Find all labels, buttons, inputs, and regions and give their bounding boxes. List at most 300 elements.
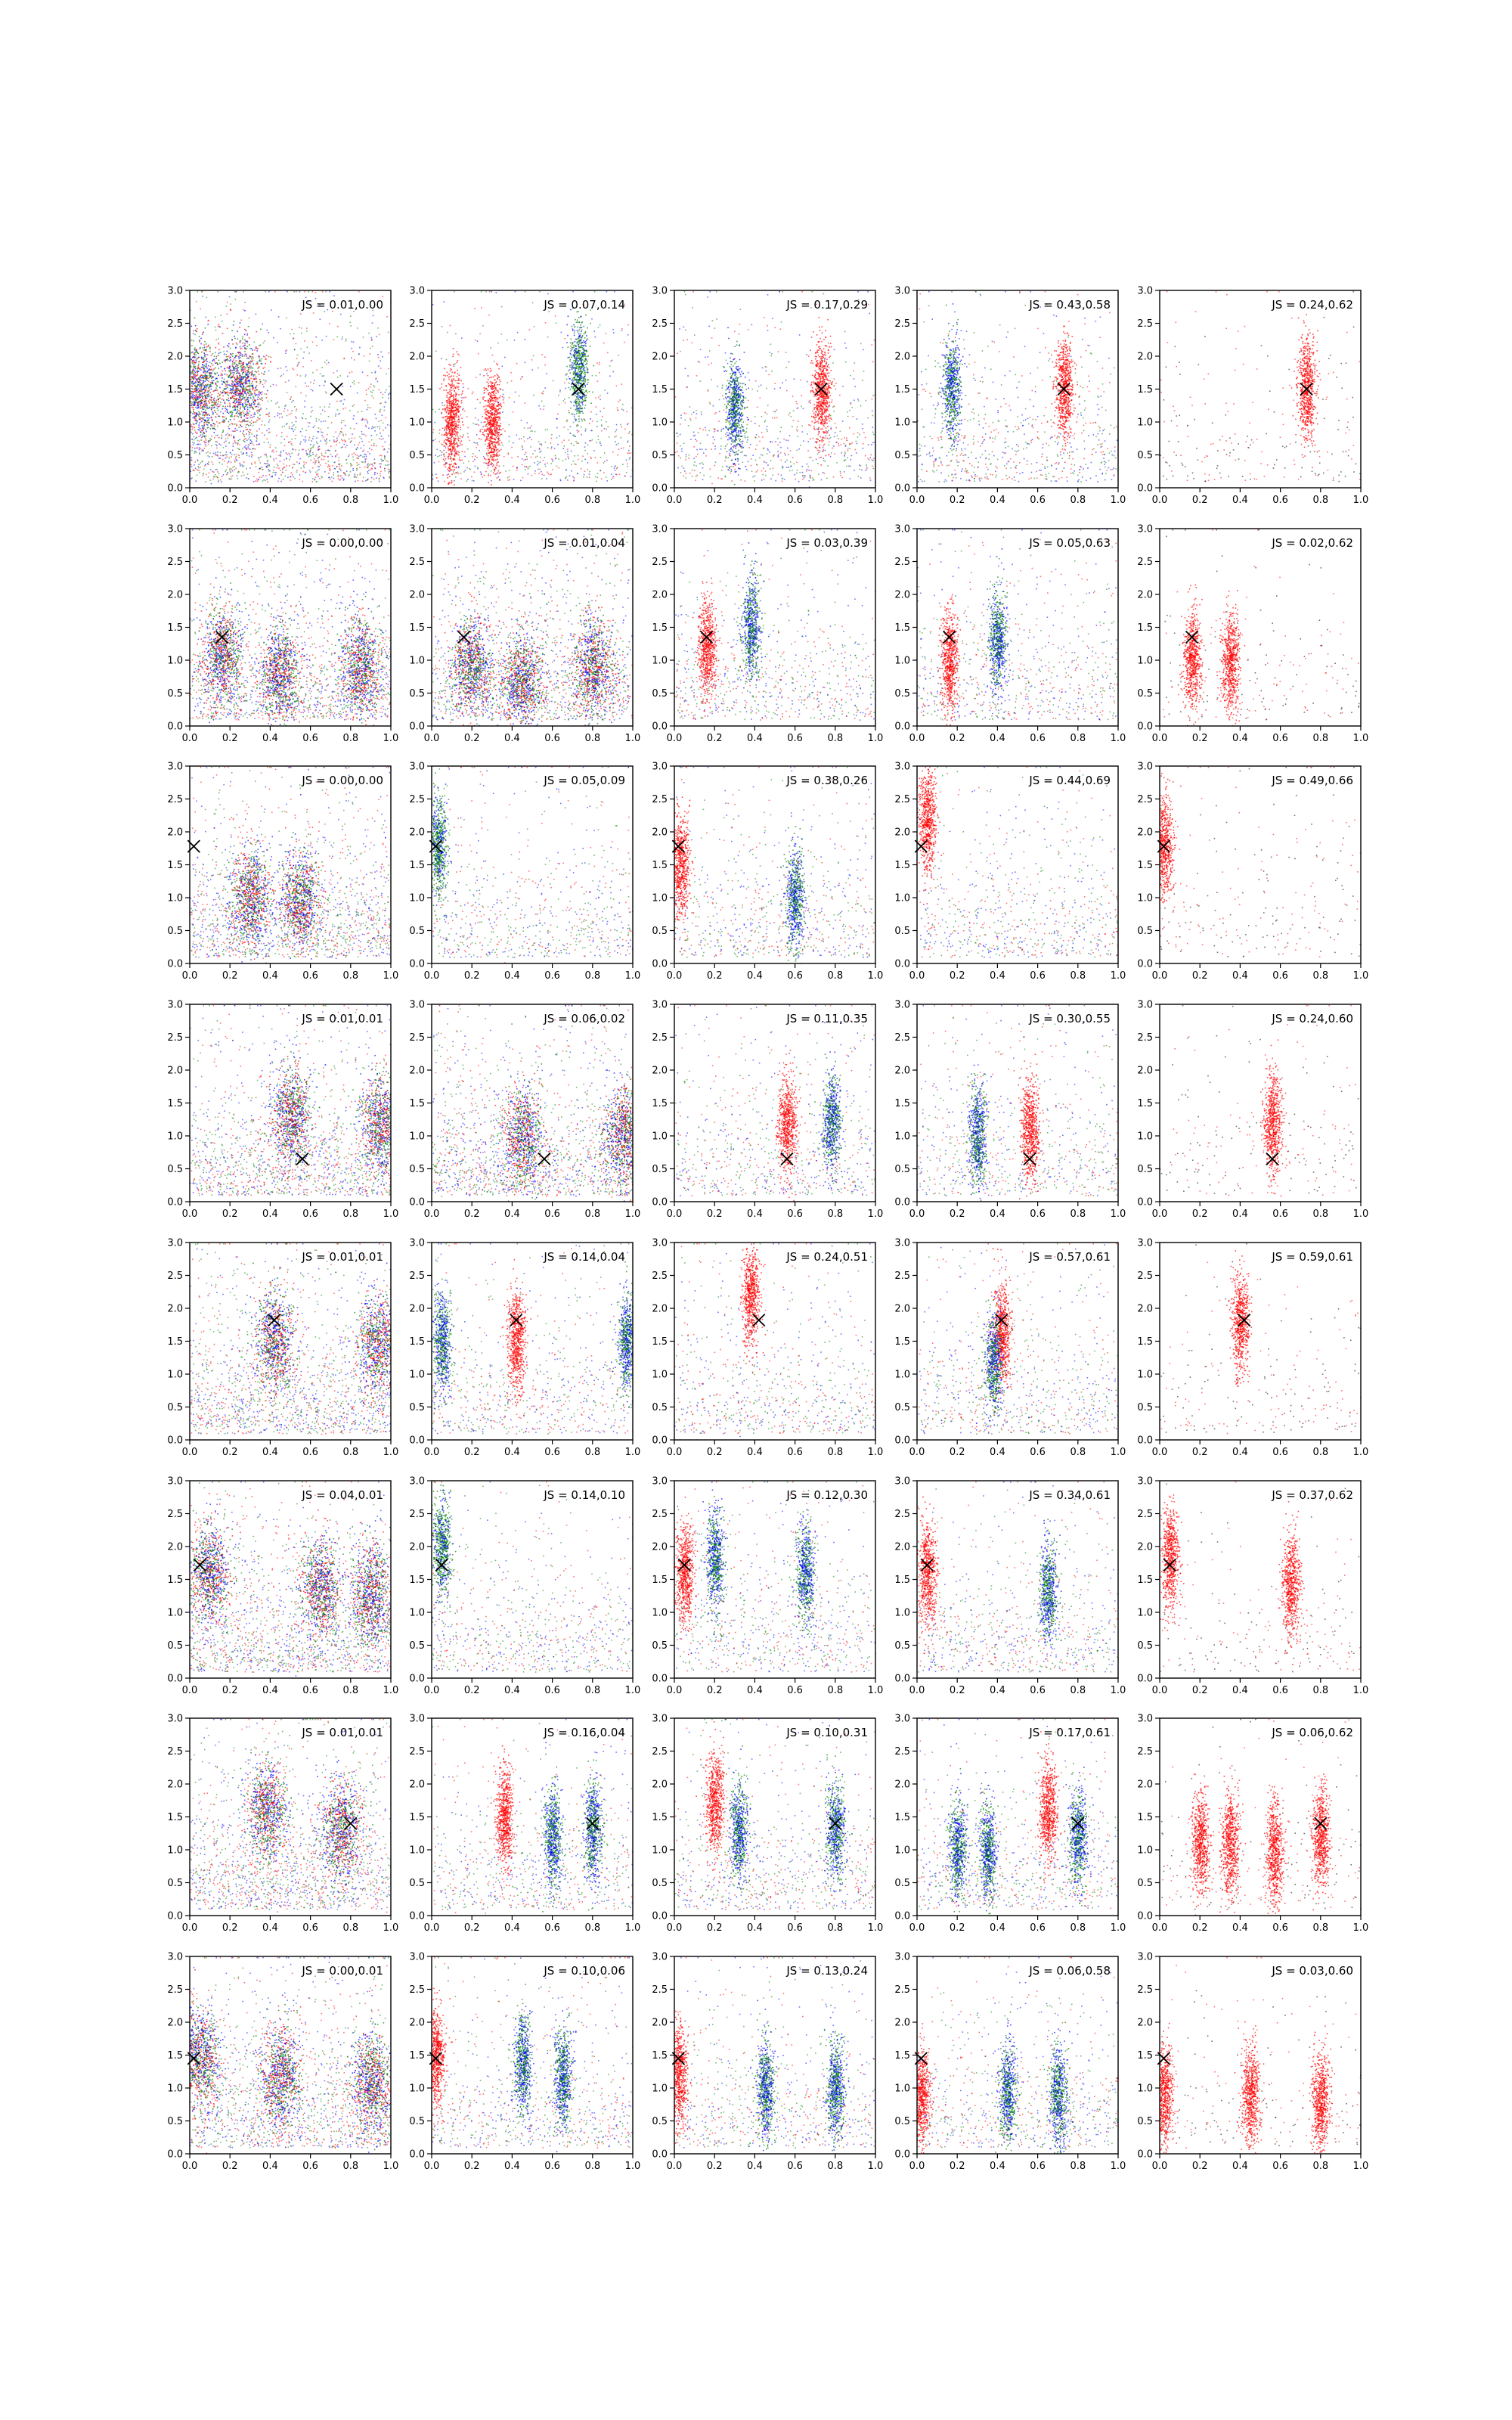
y-tick-label: 1.5 bbox=[409, 2050, 425, 2062]
y-tick-label: 3.0 bbox=[894, 1714, 910, 1725]
x-tick-label: 0.2 bbox=[464, 495, 480, 506]
x-tick-label: 0.4 bbox=[747, 1208, 763, 1220]
js-annotation: JS = 0.38,0.26 bbox=[785, 774, 868, 787]
js-annotation: JS = 0.10,0.06 bbox=[543, 1964, 625, 1978]
x-tick-label: 0.4 bbox=[1232, 733, 1248, 744]
x-tick-label: 0.4 bbox=[504, 2161, 520, 2172]
y-tick-label: 2.5 bbox=[167, 318, 183, 330]
y-tick-label: 1.0 bbox=[167, 1370, 183, 1381]
subplot-r6-c4 bbox=[1137, 1714, 1368, 1934]
subplot-r6-c2 bbox=[652, 1714, 883, 1934]
x-tick-label: 0.4 bbox=[990, 1447, 1005, 1458]
x-tick-label: 0.2 bbox=[222, 1685, 238, 1696]
y-tick-label: 1.0 bbox=[894, 656, 910, 667]
x-tick-label: 0.0 bbox=[909, 733, 925, 744]
y-tick-label: 1.0 bbox=[652, 1845, 668, 1857]
y-tick-label: 1.0 bbox=[894, 417, 910, 429]
x-tick-label: 0.0 bbox=[667, 2161, 683, 2172]
x-tick-label: 1.0 bbox=[625, 733, 641, 744]
y-tick-label: 0.5 bbox=[167, 688, 183, 700]
subplot-r5-c4 bbox=[1137, 1476, 1368, 1697]
x-tick-label: 0.8 bbox=[584, 2161, 600, 2172]
x-tick-label: 0.4 bbox=[990, 495, 1005, 506]
x-tick-label: 0.2 bbox=[707, 2161, 723, 2172]
y-tick-label: 0.0 bbox=[652, 483, 668, 495]
scatter-points bbox=[918, 291, 1120, 482]
x-tick-label: 0.6 bbox=[544, 1208, 560, 1220]
x-tick-label: 0.0 bbox=[1152, 733, 1168, 744]
x-tick-label: 0.0 bbox=[424, 1208, 440, 1220]
y-tick-label: 0.5 bbox=[167, 2116, 183, 2127]
js-annotation: JS = 0.04,0.01 bbox=[301, 1488, 383, 1502]
x-tick-label: 0.6 bbox=[787, 733, 803, 744]
x-tick-label: 0.6 bbox=[1030, 1922, 1046, 1934]
y-tick-label: 0.5 bbox=[167, 926, 183, 937]
y-tick-label: 0.5 bbox=[894, 1164, 910, 1175]
axes-frame bbox=[674, 1956, 875, 2154]
y-tick-label: 1.5 bbox=[167, 384, 183, 396]
x-tick-label: 1.0 bbox=[625, 1922, 641, 1934]
y-tick-label: 2.0 bbox=[1137, 590, 1153, 601]
scatter-points bbox=[675, 1719, 877, 1913]
x-tick-label: 0.4 bbox=[1232, 970, 1248, 982]
x-tick-label: 0.6 bbox=[1272, 2161, 1288, 2172]
subplot-r3-c3 bbox=[894, 1000, 1126, 1221]
y-tick-label: 3.0 bbox=[167, 1714, 183, 1725]
x-tick-label: 1.0 bbox=[1353, 733, 1369, 744]
x-tick-label: 1.0 bbox=[1111, 733, 1126, 744]
y-tick-label: 2.5 bbox=[167, 1746, 183, 1758]
y-tick-label: 1.5 bbox=[894, 1098, 910, 1109]
y-tick-label: 2.0 bbox=[409, 352, 425, 363]
axes-frame bbox=[674, 766, 875, 963]
y-tick-label: 2.0 bbox=[652, 1304, 668, 1315]
y-tick-label: 0.5 bbox=[894, 1878, 910, 1889]
axes-frame bbox=[432, 1004, 633, 1202]
x-tick-label: 1.0 bbox=[1111, 970, 1126, 982]
x-tick-label: 0.2 bbox=[707, 1208, 723, 1220]
x-tick-label: 0.8 bbox=[342, 1447, 358, 1458]
scatter-points bbox=[666, 1957, 876, 2153]
axes-frame bbox=[1160, 1004, 1361, 1202]
scatter-points bbox=[917, 1005, 1119, 1201]
y-tick-label: 0.0 bbox=[167, 1197, 183, 1208]
scatter-points bbox=[1161, 1719, 1362, 1916]
x-tick-label: 0.2 bbox=[1192, 1208, 1208, 1220]
y-tick-label: 1.5 bbox=[167, 622, 183, 634]
y-tick-label: 1.0 bbox=[652, 1131, 668, 1143]
x-tick-label: 1.0 bbox=[1353, 2161, 1369, 2172]
x-tick-label: 0.4 bbox=[504, 1685, 520, 1696]
x-tick-label: 0.0 bbox=[424, 1685, 440, 1696]
x-tick-label: 1.0 bbox=[1353, 970, 1369, 982]
x-tick-label: 1.0 bbox=[868, 1208, 884, 1220]
y-tick-label: 1.0 bbox=[894, 893, 910, 904]
y-tick-label: 1.5 bbox=[409, 384, 425, 396]
y-tick-label: 1.5 bbox=[1137, 1575, 1153, 1586]
y-tick-label: 1.5 bbox=[409, 622, 425, 634]
js-annotation: JS = 0.02,0.62 bbox=[1271, 536, 1353, 550]
x-tick-label: 0.0 bbox=[909, 2161, 925, 2172]
x-tick-label: 0.4 bbox=[747, 733, 763, 744]
y-tick-label: 1.0 bbox=[1137, 417, 1153, 429]
x-tick-label: 0.0 bbox=[424, 2161, 440, 2172]
js-annotation: JS = 0.03,0.60 bbox=[1271, 1964, 1353, 1978]
subplot-r7-c1 bbox=[409, 1952, 640, 2173]
x-tick-label: 0.4 bbox=[504, 1208, 520, 1220]
y-tick-label: 0.0 bbox=[652, 2149, 668, 2161]
x-tick-label: 0.6 bbox=[302, 970, 318, 982]
axes-frame bbox=[432, 766, 633, 963]
y-tick-label: 2.0 bbox=[167, 1066, 183, 1077]
y-tick-label: 1.0 bbox=[1137, 656, 1153, 667]
x-tick-label: 0.2 bbox=[950, 495, 965, 506]
x-tick-label: 0.8 bbox=[342, 2161, 358, 2172]
y-tick-label: 1.0 bbox=[652, 417, 668, 429]
x-tick-label: 0.4 bbox=[262, 1208, 278, 1220]
y-tick-label: 3.0 bbox=[652, 1476, 668, 1488]
js-annotation: JS = 0.44,0.69 bbox=[1028, 774, 1111, 787]
y-tick-label: 0.5 bbox=[1137, 450, 1153, 461]
y-tick-label: 3.0 bbox=[652, 1000, 668, 1011]
y-tick-label: 2.5 bbox=[1137, 794, 1153, 805]
x-tick-label: 0.4 bbox=[504, 495, 520, 506]
y-tick-label: 2.5 bbox=[409, 557, 425, 568]
scatter-points bbox=[1163, 529, 1360, 727]
y-tick-label: 1.5 bbox=[652, 1812, 668, 1823]
y-tick-label: 1.5 bbox=[167, 1336, 183, 1348]
y-tick-label: 2.5 bbox=[409, 1984, 425, 1996]
scatter-points bbox=[1152, 1957, 1362, 2155]
js-annotation: JS = 0.13,0.24 bbox=[785, 1964, 868, 1978]
x-tick-label: 0.0 bbox=[182, 2161, 198, 2172]
scatter-points bbox=[424, 767, 634, 963]
y-tick-label: 2.0 bbox=[409, 2018, 425, 2029]
y-tick-label: 0.0 bbox=[652, 721, 668, 733]
scatter-points bbox=[432, 1005, 657, 1202]
x-tick-label: 0.0 bbox=[1152, 495, 1168, 506]
y-tick-label: 0.5 bbox=[1137, 1878, 1153, 1889]
scatter-points bbox=[918, 1719, 1120, 1916]
y-tick-label: 3.0 bbox=[167, 1000, 183, 1011]
x-tick-label: 0.0 bbox=[182, 1447, 198, 1458]
js-annotation: JS = 0.01,0.00 bbox=[301, 298, 383, 312]
y-tick-label: 0.0 bbox=[409, 1197, 425, 1208]
y-tick-label: 3.0 bbox=[167, 524, 183, 535]
y-tick-label: 2.5 bbox=[1137, 1984, 1153, 1996]
y-tick-label: 3.0 bbox=[409, 762, 425, 773]
subplot-r0-c1 bbox=[409, 286, 640, 507]
y-tick-label: 0.0 bbox=[167, 1911, 183, 1922]
y-tick-label: 2.5 bbox=[167, 794, 183, 805]
js-annotation: JS = 0.14,0.04 bbox=[543, 1250, 625, 1264]
y-tick-label: 1.0 bbox=[1137, 1608, 1153, 1619]
subplot-r5-c0 bbox=[167, 1476, 401, 1697]
js-annotation: JS = 0.01,0.01 bbox=[301, 1250, 383, 1264]
x-tick-label: 1.0 bbox=[1111, 1208, 1126, 1220]
y-tick-label: 0.5 bbox=[894, 450, 910, 461]
x-tick-label: 0.4 bbox=[1232, 1208, 1248, 1220]
js-annotation: JS = 0.14,0.10 bbox=[543, 1488, 625, 1502]
x-tick-label: 0.0 bbox=[667, 733, 683, 744]
y-tick-label: 1.0 bbox=[1137, 1131, 1153, 1143]
x-tick-label: 1.0 bbox=[1353, 1922, 1369, 1934]
x-tick-label: 1.0 bbox=[625, 1208, 641, 1220]
x-tick-label: 0.0 bbox=[667, 1447, 683, 1458]
y-tick-label: 0.5 bbox=[652, 450, 668, 461]
y-tick-label: 0.5 bbox=[1137, 688, 1153, 700]
y-tick-label: 2.0 bbox=[167, 352, 183, 363]
y-tick-label: 3.0 bbox=[894, 1000, 910, 1011]
x-tick-label: 0.0 bbox=[182, 1208, 198, 1220]
y-tick-label: 2.5 bbox=[167, 1984, 183, 1996]
x-tick-label: 0.8 bbox=[584, 733, 600, 744]
y-tick-label: 1.0 bbox=[409, 2083, 425, 2095]
axes-frame bbox=[917, 1243, 1118, 1440]
y-tick-label: 2.5 bbox=[1137, 1270, 1153, 1282]
x-tick-label: 0.8 bbox=[1312, 1208, 1328, 1220]
scatter-points bbox=[190, 1719, 392, 1913]
y-tick-label: 0.0 bbox=[652, 1674, 668, 1685]
x-tick-label: 0.2 bbox=[950, 1922, 965, 1934]
x-tick-label: 0.0 bbox=[667, 1208, 683, 1220]
y-tick-label: 0.5 bbox=[409, 926, 425, 937]
y-tick-label: 1.5 bbox=[894, 1812, 910, 1823]
y-tick-label: 2.5 bbox=[652, 1509, 668, 1520]
x-tick-label: 0.0 bbox=[909, 495, 925, 506]
y-tick-label: 3.0 bbox=[894, 1476, 910, 1488]
x-tick-label: 0.0 bbox=[1152, 2161, 1168, 2172]
x-tick-label: 0.2 bbox=[707, 495, 723, 506]
x-tick-label: 0.6 bbox=[544, 2161, 560, 2172]
x-tick-label: 0.2 bbox=[464, 733, 480, 744]
y-tick-label: 1.5 bbox=[894, 384, 910, 396]
x-tick-label: 0.0 bbox=[424, 1447, 440, 1458]
y-tick-label: 2.5 bbox=[894, 1746, 910, 1758]
y-tick-label: 0.5 bbox=[652, 1878, 668, 1889]
y-tick-label: 3.0 bbox=[167, 762, 183, 773]
y-tick-label: 1.0 bbox=[1137, 2083, 1153, 2095]
y-tick-label: 0.0 bbox=[1137, 721, 1153, 733]
x-tick-label: 0.8 bbox=[1312, 1447, 1328, 1458]
x-tick-label: 0.8 bbox=[827, 1208, 843, 1220]
x-tick-label: 0.2 bbox=[222, 733, 238, 744]
scatter-points bbox=[674, 1243, 876, 1437]
subplot-r0-c3 bbox=[894, 286, 1126, 507]
axes-frame bbox=[1160, 290, 1361, 488]
axes-frame bbox=[674, 1004, 875, 1202]
y-tick-label: 0.0 bbox=[167, 1674, 183, 1685]
y-tick-label: 3.0 bbox=[894, 524, 910, 535]
x-tick-label: 0.6 bbox=[1030, 1447, 1046, 1458]
js-annotation: JS = 0.16,0.04 bbox=[543, 1726, 625, 1739]
x-tick-label: 0.6 bbox=[544, 1447, 560, 1458]
y-tick-label: 1.0 bbox=[167, 1131, 183, 1143]
scatter-points bbox=[916, 767, 1120, 958]
y-tick-label: 0.0 bbox=[409, 1674, 425, 1685]
js-annotation: JS = 0.17,0.29 bbox=[785, 298, 868, 312]
axes-frame bbox=[432, 1481, 633, 1678]
x-tick-label: 0.2 bbox=[950, 1447, 965, 1458]
subplot-r1-c1 bbox=[409, 524, 640, 745]
y-tick-label: 1.0 bbox=[409, 656, 425, 667]
x-tick-label: 1.0 bbox=[383, 1922, 399, 1934]
x-tick-label: 0.2 bbox=[222, 495, 238, 506]
x-tick-label: 0.6 bbox=[1272, 1208, 1288, 1220]
x-tick-label: 0.8 bbox=[1070, 1208, 1086, 1220]
y-tick-label: 0.5 bbox=[894, 688, 910, 700]
subplot-r4-c3 bbox=[894, 1238, 1126, 1459]
x-tick-label: 1.0 bbox=[868, 970, 884, 982]
x-tick-label: 0.6 bbox=[1030, 970, 1046, 982]
y-tick-label: 2.0 bbox=[894, 1779, 910, 1791]
y-tick-label: 0.0 bbox=[894, 1197, 910, 1208]
scatter-points bbox=[670, 767, 877, 964]
y-tick-label: 0.0 bbox=[409, 721, 425, 733]
y-tick-label: 1.5 bbox=[652, 860, 668, 871]
y-tick-label: 3.0 bbox=[167, 1476, 183, 1488]
x-tick-label: 0.8 bbox=[1070, 1685, 1086, 1696]
x-tick-label: 0.6 bbox=[1030, 1208, 1046, 1220]
x-tick-label: 0.4 bbox=[262, 970, 278, 982]
y-tick-label: 0.5 bbox=[409, 688, 425, 700]
js-annotation: JS = 0.57,0.61 bbox=[1028, 1250, 1111, 1264]
y-tick-label: 3.0 bbox=[409, 286, 425, 297]
x-tick-label: 0.6 bbox=[1272, 1922, 1288, 1934]
x-tick-label: 0.2 bbox=[464, 2161, 480, 2172]
x-tick-label: 1.0 bbox=[383, 1685, 399, 1696]
y-tick-label: 1.0 bbox=[167, 417, 183, 429]
y-tick-label: 2.0 bbox=[409, 1304, 425, 1315]
subplot-r2-c4 bbox=[1137, 762, 1368, 982]
subplot-r6-c0 bbox=[167, 1714, 398, 1934]
x-tick-label: 0.4 bbox=[504, 1922, 520, 1934]
x-tick-label: 0.8 bbox=[584, 1922, 600, 1934]
subplot-r4-c1 bbox=[409, 1238, 640, 1459]
y-tick-label: 1.5 bbox=[167, 1812, 183, 1823]
subplot-r2-c1 bbox=[409, 762, 640, 982]
x-tick-label: 0.6 bbox=[302, 1208, 318, 1220]
subplot-r1-c0 bbox=[167, 524, 398, 745]
js-annotation: JS = 0.07,0.14 bbox=[543, 298, 625, 312]
y-tick-label: 1.0 bbox=[652, 1608, 668, 1619]
x-tick-label: 0.2 bbox=[1192, 733, 1208, 744]
x-tick-label: 0.8 bbox=[1312, 2161, 1328, 2172]
y-tick-label: 0.0 bbox=[1137, 1197, 1153, 1208]
scatter-points bbox=[432, 1719, 634, 1914]
axes-frame bbox=[1160, 766, 1361, 963]
x-tick-label: 0.6 bbox=[302, 2161, 318, 2172]
y-tick-label: 3.0 bbox=[409, 1714, 425, 1725]
js-annotation: JS = 0.06,0.58 bbox=[1028, 1964, 1111, 1978]
x-tick-label: 0.4 bbox=[747, 495, 763, 506]
y-tick-label: 1.0 bbox=[894, 1131, 910, 1143]
x-tick-label: 0.2 bbox=[222, 1208, 238, 1220]
x-tick-label: 0.8 bbox=[342, 733, 358, 744]
axes-frame bbox=[1160, 1718, 1361, 1916]
y-tick-label: 1.0 bbox=[652, 2083, 668, 2095]
y-tick-label: 2.5 bbox=[652, 318, 668, 330]
y-tick-label: 1.0 bbox=[1137, 893, 1153, 904]
y-tick-label: 2.0 bbox=[409, 590, 425, 601]
y-tick-label: 3.0 bbox=[894, 286, 910, 297]
x-tick-label: 0.8 bbox=[584, 495, 600, 506]
y-tick-label: 2.5 bbox=[894, 1270, 910, 1282]
x-tick-label: 0.0 bbox=[909, 1685, 925, 1696]
y-tick-label: 1.5 bbox=[894, 1336, 910, 1348]
subplot-r1-c3 bbox=[894, 524, 1126, 745]
x-tick-label: 0.8 bbox=[827, 1685, 843, 1696]
axes-frame bbox=[432, 1718, 633, 1916]
x-tick-label: 0.4 bbox=[262, 1922, 278, 1934]
y-tick-label: 2.0 bbox=[167, 827, 183, 839]
js-annotation: JS = 0.24,0.60 bbox=[1271, 1012, 1353, 1025]
x-tick-label: 0.6 bbox=[1272, 495, 1288, 506]
y-tick-label: 1.5 bbox=[1137, 2050, 1153, 2062]
x-tick-label: 0.6 bbox=[1272, 1685, 1288, 1696]
y-tick-label: 0.0 bbox=[652, 959, 668, 970]
y-tick-label: 2.0 bbox=[409, 1779, 425, 1791]
js-annotation: JS = 0.06,0.62 bbox=[1271, 1726, 1353, 1739]
y-tick-label: 3.0 bbox=[409, 1952, 425, 1963]
y-tick-label: 0.0 bbox=[894, 1911, 910, 1922]
y-tick-label: 2.5 bbox=[167, 1270, 183, 1282]
js-annotation: JS = 0.11,0.35 bbox=[785, 1012, 868, 1025]
scatter-points bbox=[190, 1243, 420, 1435]
y-tick-label: 3.0 bbox=[652, 1238, 668, 1249]
y-tick-label: 2.0 bbox=[1137, 352, 1153, 363]
x-tick-label: 0.0 bbox=[424, 1922, 440, 1934]
axes-frame bbox=[1160, 1243, 1361, 1440]
y-tick-label: 1.0 bbox=[894, 2083, 910, 2095]
y-tick-label: 2.0 bbox=[894, 827, 910, 839]
y-tick-label: 3.0 bbox=[652, 1714, 668, 1725]
x-tick-label: 1.0 bbox=[868, 1922, 884, 1934]
y-tick-label: 1.5 bbox=[167, 1575, 183, 1586]
scatter-points bbox=[917, 529, 1119, 728]
y-tick-label: 1.0 bbox=[409, 417, 425, 429]
y-tick-label: 2.0 bbox=[652, 1542, 668, 1553]
x-tick-label: 1.0 bbox=[868, 495, 884, 506]
subplot-r0-c2 bbox=[652, 286, 883, 507]
x-tick-label: 0.0 bbox=[424, 733, 440, 744]
y-tick-label: 1.0 bbox=[167, 656, 183, 667]
x-tick-label: 0.8 bbox=[1070, 970, 1086, 982]
scatter-points bbox=[171, 291, 392, 485]
target-marker bbox=[753, 1314, 765, 1326]
y-tick-label: 2.0 bbox=[1137, 1779, 1153, 1791]
x-tick-label: 0.2 bbox=[707, 970, 723, 982]
x-tick-label: 0.8 bbox=[827, 1922, 843, 1934]
scatter-points bbox=[422, 1957, 634, 2152]
scatter-points bbox=[1157, 1481, 1362, 1672]
x-tick-label: 0.8 bbox=[827, 495, 843, 506]
y-tick-label: 2.5 bbox=[167, 557, 183, 568]
x-tick-label: 0.2 bbox=[222, 1447, 238, 1458]
scatter-points bbox=[1160, 291, 1360, 482]
axes-frame bbox=[190, 1243, 391, 1440]
y-tick-label: 0.5 bbox=[1137, 2116, 1153, 2127]
x-tick-label: 1.0 bbox=[1111, 495, 1126, 506]
x-tick-label: 0.4 bbox=[747, 1922, 763, 1934]
x-tick-label: 0.8 bbox=[1312, 1922, 1328, 1934]
x-tick-label: 0.6 bbox=[544, 1922, 560, 1934]
y-tick-label: 0.0 bbox=[167, 1435, 183, 1447]
y-tick-label: 1.5 bbox=[409, 1575, 425, 1586]
x-tick-label: 0.0 bbox=[182, 733, 198, 744]
y-tick-label: 2.0 bbox=[167, 1779, 183, 1791]
x-tick-label: 1.0 bbox=[1111, 1922, 1126, 1934]
